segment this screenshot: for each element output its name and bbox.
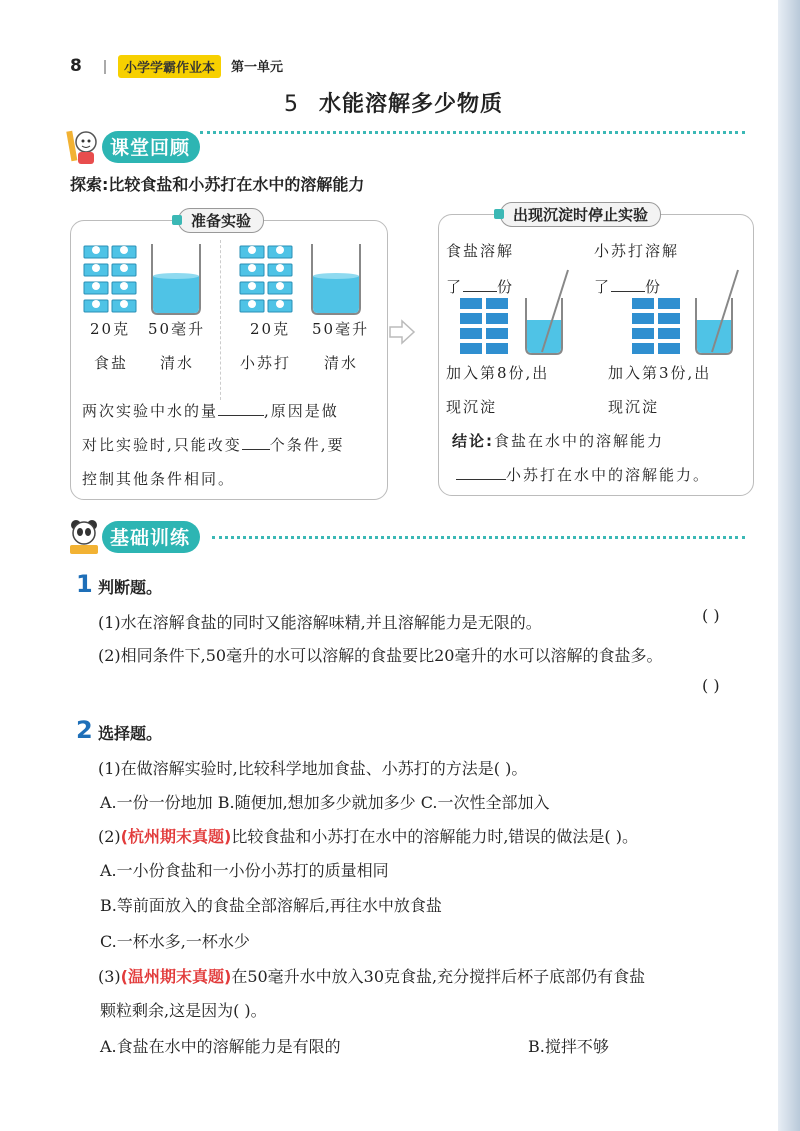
arrow-right-icon bbox=[388, 318, 416, 346]
prep-text-2a: 对比实验时,只能改变 bbox=[82, 436, 242, 454]
q2-sub3-option-a: A.食盐在水中的溶解能力是有限的 bbox=[100, 1037, 341, 1056]
page-number: 8 bbox=[70, 56, 82, 76]
page-edge bbox=[778, 0, 800, 1131]
lesson-title-text: 水能溶解多少物质 bbox=[319, 92, 504, 117]
salt-head: 食盐溶解 bbox=[446, 242, 515, 260]
question-number: 2 bbox=[76, 716, 93, 744]
salt-add: 加入第8份,出 bbox=[446, 364, 550, 382]
q2-sub2 bbox=[98, 824, 638, 847]
question-title: 选择题。 bbox=[98, 724, 163, 743]
soda-three-packets-icon bbox=[632, 298, 680, 354]
salt-packets-icon bbox=[84, 246, 136, 312]
conclusion-line1 bbox=[452, 430, 664, 451]
prep-divider bbox=[220, 240, 221, 400]
q2-sub2-option-b: B.等前面放入的食盐全部溶解后,再往水中放食盐 bbox=[100, 896, 442, 915]
q2-sub1-options: A.一份一份地加 B.随便加,想加多少就加多少 C.一次性全部加入 bbox=[100, 793, 550, 812]
soda-add: 加入第3份,出 bbox=[608, 364, 712, 382]
q1-item-2: (2)相同条件下,50毫升的水可以溶解的食盐要比20毫升的水可以溶解的食盐多。 bbox=[98, 646, 663, 665]
soda-head: 小苏打溶解 bbox=[594, 242, 680, 260]
prep-text-line1 bbox=[82, 400, 339, 421]
exam-source-tag: (杭州期末真题) bbox=[120, 827, 232, 846]
q2-sub1: (1)在做溶解实验时,比较科学地加食盐、小苏打的方法是( )。 bbox=[98, 759, 528, 778]
answer-paren[interactable]: ( ) bbox=[702, 606, 720, 625]
explore-heading: 探索:比较食盐和小苏打在水中的溶解能力 bbox=[70, 175, 365, 194]
exam-source-tag: (温州期末真题) bbox=[120, 967, 232, 986]
lesson-number: 5 bbox=[284, 92, 299, 117]
salt-eight-packets-icon bbox=[460, 298, 508, 354]
question-title: 判断题。 bbox=[98, 578, 163, 597]
q2-sub3-text: 在50毫升水中放入30克食盐,充分搅拌后杯子底部仍有食盐 bbox=[231, 967, 646, 986]
water1-amount: 50毫升 bbox=[148, 320, 206, 338]
lesson-title bbox=[284, 87, 503, 118]
prep-text-line2 bbox=[82, 434, 345, 455]
conclusion-text2: 小苏打在水中的溶解能力。 bbox=[506, 466, 711, 484]
prep-tag: 准备实验 bbox=[178, 208, 264, 233]
prep-text-2b: 个条件,要 bbox=[269, 436, 345, 454]
answer-blank[interactable] bbox=[242, 449, 270, 450]
banner-dots bbox=[212, 536, 745, 539]
prep-text-1a: 两次实验中水的量 bbox=[82, 402, 219, 420]
prep-text-1b: ,原因是做 bbox=[264, 402, 339, 420]
q1-item-1: (1)水在溶解食盐的同时又能溶解味精,并且溶解能力是无限的。 bbox=[98, 613, 542, 632]
q2-sub3-prefix: (3) bbox=[98, 967, 121, 986]
water2-amount: 50毫升 bbox=[312, 320, 370, 338]
q2-sub3-option-b: B.搅拌不够 bbox=[528, 1037, 609, 1056]
q2-sub3-text2: 颗粒剩余,这是因为( )。 bbox=[100, 1001, 267, 1020]
salt-precip: 现沉淀 bbox=[446, 398, 498, 416]
beaker-stir-icon bbox=[526, 270, 568, 354]
question-number: 1 bbox=[76, 570, 93, 598]
beaker-icon bbox=[152, 244, 200, 314]
conclusion-line2 bbox=[456, 464, 710, 485]
soda-label: 小苏打 bbox=[240, 354, 292, 372]
q2-sub2-prefix: (2) bbox=[98, 827, 121, 846]
beaker-icon bbox=[312, 244, 360, 314]
beaker-stir-icon bbox=[696, 270, 738, 354]
soda-amount: 20克 bbox=[250, 320, 291, 338]
conclusion-label: 结论: bbox=[452, 432, 494, 450]
salt-le: 了 bbox=[446, 278, 464, 296]
answer-blank[interactable] bbox=[456, 479, 506, 480]
section-title-review: 课堂回顾 bbox=[102, 131, 200, 163]
header-divider bbox=[104, 60, 106, 74]
stop-tag: 出现沉淀时停止实验 bbox=[500, 202, 661, 227]
q2-sub2-text: 比较食盐和小苏打在水中的溶解能力时,错误的做法是( )。 bbox=[231, 827, 638, 846]
prep-text-line3: 控制其他条件相同。 bbox=[82, 470, 236, 488]
q2-sub3 bbox=[98, 964, 645, 987]
answer-blank[interactable] bbox=[218, 415, 264, 416]
conclusion-text1: 食盐在水中的溶解能力 bbox=[494, 432, 665, 450]
section-banner-training bbox=[66, 520, 200, 554]
soda-fen: 份 bbox=[645, 278, 663, 296]
panda-mascot-icon bbox=[66, 517, 100, 557]
salt-label: 食盐 bbox=[94, 354, 129, 372]
banner-dots bbox=[200, 131, 745, 134]
water2-label: 清水 bbox=[324, 354, 359, 372]
q2-sub2-option-a: A.一小份食盐和一小份小苏打的质量相同 bbox=[100, 861, 389, 880]
answer-paren[interactable]: ( ) bbox=[702, 676, 720, 695]
unit-label: 第一单元 bbox=[231, 60, 284, 75]
salt-amount: 20克 bbox=[90, 320, 131, 338]
soda-packets-icon bbox=[240, 246, 292, 312]
salt-fen: 份 bbox=[497, 278, 515, 296]
pencil-mascot-icon bbox=[66, 127, 100, 167]
soda-le: 了 bbox=[594, 278, 612, 296]
section-banner-review bbox=[66, 130, 200, 164]
stop-illustration bbox=[450, 268, 750, 358]
q2-sub2-option-c: C.一杯水多,一杯水少 bbox=[100, 932, 250, 951]
brand-label: 小学学霸作业本 bbox=[118, 55, 221, 78]
section-title-training: 基础训练 bbox=[102, 521, 200, 553]
soda-precip: 现沉淀 bbox=[608, 398, 660, 416]
water1-label: 清水 bbox=[160, 354, 195, 372]
